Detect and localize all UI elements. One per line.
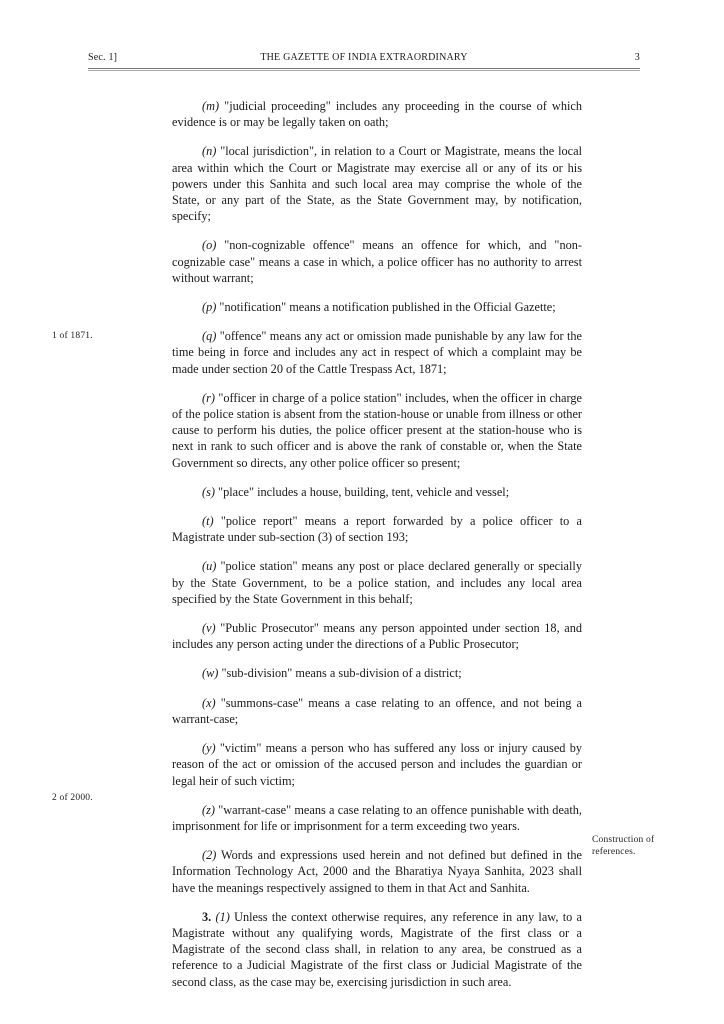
- margin-note-2000: 2 of 2000.: [52, 793, 93, 803]
- definition-w: (w) "sub-division" means a sub-division of a district;: [202, 666, 462, 681]
- document-body: [172, 98, 582, 1003]
- definition-s: (s) "place" includes a house, building, tent, vehicle and vessel;: [202, 484, 510, 499]
- definition-o: (o) "non-cognizable offence" means an offence for which, and "non-cognizable case" means a case in which, a police officer has no authority to arrest without warrant;: [172, 238, 582, 285]
- definition-n: (n) "local jurisdiction", in relation to a Court or Magistrate, means the local area within which the Court or Magistrate may exercise all or any of its or his powers under this Sanhita and such local area may comprise the whole of the State, or any part of the State, as the State Government may, by notification, specify;: [172, 144, 582, 224]
- definition-q: (q) "offence" means any act or omission made punishable by any law for the time being in force and includes any act in respect of which a complaint may be made under section 20 of the Cattle Trespass Act, 1871;: [172, 329, 582, 376]
- definition-y: (y) "victim" means a person who has suffered any loss or injury caused by reason of the act or omission of the accused person and includes the guardian or legal heir of such victim;: [172, 741, 582, 788]
- definition-r: (r) "officer in charge of a police station" includes, when the officer in charge of the police station is absent from the station-house or unable from illness or other cause to perform his duties, the police officer present at the station-house who is next in rank to such officer and is above the rank of constable or, when the State Government so directs, any other police officer so present;: [172, 390, 582, 470]
- definition-u: (u) "police station" means any post or place declared generally or specially by the State Government, to be a police station, and includes any local area specified by the State Government in this behalf;: [172, 559, 582, 606]
- definition-p: (p) "notification" means a notification published in the Official Gazette;: [202, 300, 556, 315]
- header-section: Sec. 1]: [88, 52, 118, 63]
- subsection-2: (2) Words and expressions used herein and not defined but defined in the Information Technology Act, 2000 and the Bharatiya Nyaya Sanhita, 2023 shall have the meanings respectively assigned to them in that Act and Sanhita.: [172, 848, 582, 895]
- margin-note-construction: Construction of references.: [592, 835, 655, 857]
- section-3: 3. (1) Unless the context otherwise requires, any reference in any law, to a Magistrate without any qualifying words, Magistrate of the first class or a Magistrate of the second class shall, in relation to any area, be construed as a reference to a Judicial Magistrate of the first class or Judicial Magistrate of the second class, as the case may be, exercising jurisdiction in such area.: [172, 909, 582, 989]
- margin-note-1871: 1 of 1871.: [52, 331, 93, 341]
- header-rule: [88, 68, 640, 71]
- header-page-number: 3: [634, 52, 640, 63]
- definition-z: (z) "warrant-case" means a case relating to an offence punishable with death, imprisonment for life or imprisonment for a term exceeding two years.: [172, 802, 582, 833]
- section-3-number: 3.: [202, 909, 212, 924]
- page-header: [88, 52, 640, 68]
- definition-t: (t) "police report" means a report forwarded by a police officer to a Magistrate under sub-section (3) of section 193;: [172, 514, 582, 545]
- definition-x: (x) "summons-case" means a case relating to an offence, and not being a warrant-case;: [172, 695, 582, 726]
- definition-m: (m) "judicial proceeding" includes any proceeding in the course of which evidence is or may be legally taken on oath;: [172, 99, 582, 130]
- definition-v: (v) "Public Prosecutor" means any person appointed under section 18, and includes any person acting under the directions of a Public Prosecutor;: [172, 621, 582, 652]
- header-title: THE GAZETTE OF INDIA EXTRAORDINARY: [260, 52, 468, 63]
